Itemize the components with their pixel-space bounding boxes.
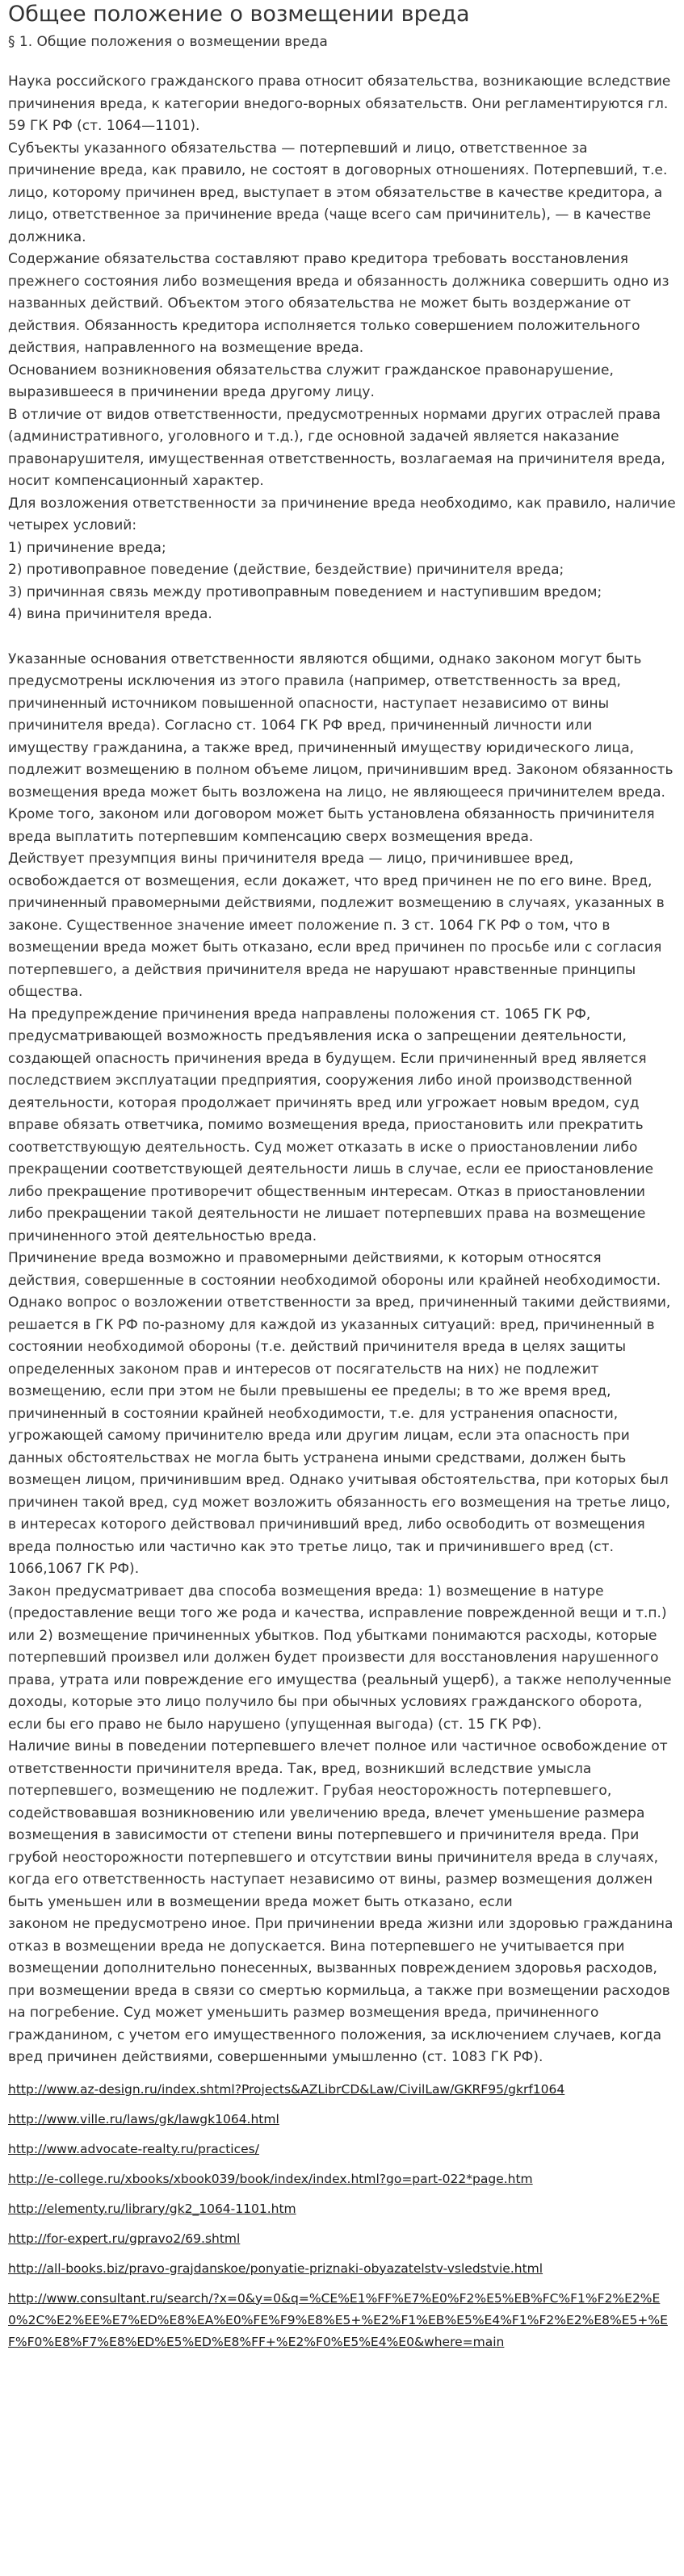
paragraph: В отличие от видов ответственности, предусмотренных нормами других отраслей права (административного, уголовного и т.д.), где основной задачей является наказание правонарушителя, имущественная ответственность, возлагаемая на причинителя вреда, носит компенсационный характер. xyxy=(8,406,665,489)
paragraph: Указанные основания ответственности являются общими, однако законом могут быть предусмотрены исключения из этого правила (например, ответственность за вред, причиненный источником повышенной опасности, наступает независимо от вины причинителя вреда). Согласно ст. 1064 ГК РФ вред, причиненный личности или имуществу гражданина, а также вред, причиненный имуществу юридического лица, подлежит возмещению в полном объеме лицом, причинившим вред. Законом обязанность возмещения вреда может быть возложена на лицо, не являющееся причинителем вреда. Кроме того, законом или договором может быть установлена обязанность причинителя вреда выплатить потерпевшим компенсацию сверх возмещения вреда. xyxy=(8,650,674,845)
paragraph: На предупреждение причинения вреда направлены положения ст. 1065 ГК РФ, предусматривающей возможность предъявления иска о запрещении деятельности, создающей опасность причинения вреда в будущем. Если причиненный вред является последствием эксплуатации предприятия, сооружения либо иной производственной деятельности, которая продолжает причинять вред или угрожает новым вредом, суд вправе обязать ответчика, помимо возмещения вреда, приостановить или прекратить соответствующую деятельность. Суд может отказать в иске о приостановлении либо прекращении соответствующей деятельности лишь в случае, если ее приостановление либо прекращение противоречит общественным интересам. Отказ в приостановлении либо прекращении такой деятельности не лишает потерпевших права на возмещение причиненного этой деятельностью вреда. xyxy=(8,1006,654,1244)
source-links xyxy=(8,2079,676,2353)
condition-item: 1) причинение вреда; xyxy=(8,539,166,556)
source-link[interactable]: http://www.advocate-realty.ru/practices/ xyxy=(8,2141,259,2156)
source-link[interactable]: http://all-books.biz/pravo-grajdanskoe/ponyatie-priznaki-obyazatelstv-vsledstvie.html xyxy=(8,2260,543,2276)
source-link[interactable]: http://www.ville.ru/laws/gk/lawgk1064.html xyxy=(8,2111,279,2126)
section-heading: § 1. Общие положения о возмещении вреда xyxy=(8,34,328,50)
page-title: Общее положение о возмещении вреда xyxy=(8,2,470,27)
paragraph: Действует презумпция вины причинителя вреда — лицо, причинившее вред, освобождается от возмещения, если докажет, что вред причинен не по его вине. Вред, причиненный правомерными действиями, подлежит возмещению в случаях, указанных в законе. Существенное значение имеет положение п. 3 ст. 1064 ГК РФ о том, что в возмещении вреда может быть отказано, если вред причинен по просьбе или с согласия потерпевшего, а действия причинителя вреда не нарушают нравственные принципы общества. xyxy=(8,851,665,1000)
paragraph: Причинение вреда возможно и правомерными действиями, к которым относятся действия, совершенные в состоянии необходимой обороны или крайней необходимости. Однако вопрос о возложении ответственности за вред, причиненный такими действиями, решается в ГК РФ по-разному для каждой из указанных ситуаций: вред, причиненный в состоянии необходимой обороны (т.е. действий причинителя вреда в целях защиты определенных законом прав и интересов от посягательств на них) не подлежит возмещению, если при этом не были превышены ее пределы; в то же время вред, причиненный в состоянии крайней необходимости, т.е. для устранения опасности, угрожающей самому причинителю вреда или другим лицам, если эта опасность при данных обстоятельствах не могла быть устранена иными средствами, должен быть возмещен лицом, причинившим вред. Однако учитывая обстоятельства, при которых был причинен такой вред, суд может возложить обязанность его возмещения на третье лицо, в интересах которого действовал причинивший вред, либо освободить от возмещения вреда полностью или частично как это третье лицо, так и причинившего вред (ст. 1066,1067 ГК РФ). xyxy=(8,1250,671,1577)
source-link[interactable]: http://e-college.ru/xbooks/xbook039/book/index/index.html?go=part-022*page.htm xyxy=(8,2171,533,2186)
condition-item: 2) противоправное поведение (действие, бездействие) причинителя вреда; xyxy=(8,562,564,578)
paragraph: Для возложения ответственности за причинение вреда необходимо, как правило, наличие четырех условий: xyxy=(8,495,676,533)
source-link[interactable]: http://elementy.ru/library/gk2_1064-1101.htm xyxy=(8,2201,296,2216)
paragraph: Основанием возникновения обязательства служит гражданское правонарушение, выразившееся в причинении вреда другому лицу. xyxy=(8,362,614,400)
paragraph: Наука российского гражданского права относит обязательства, возникающие вследствие причинения вреда, к категории внедого-ворных обязательств. Они регламентируются гл. 59 ГК РФ (ст. 1064—1101). xyxy=(8,73,671,134)
source-link[interactable]: http://www.consultant.ru/search/?x=0&y=0&q=%CE%E1%FF%E7%E0%F2%E5%EB%FC%F1%F2%E2%E0%2C%E2%EE%E7%ED%E8%EA%E0%FE%F9%E8%E5+%E2%F1%EB%E5%E4%F1%F2%E2%E8%E5+%EF%F0%E8%F7%E8%ED%E5%ED%E8%FF+%E2%F0%E5%E4%E0&where=main xyxy=(8,2290,668,2349)
source-link[interactable]: http://www.az-design.ru/index.shtml?Projects&AZLibrCD&Law/CivilLaw/GKRF95/gkrf1064 xyxy=(8,2081,565,2097)
paragraph: Закон предусматривает два способа возмещения вреда: 1) возмещение в натуре (предоставление вещи того же рода и качества, исправление поврежденной вещи и т.п.) или 2) возмещение причиненных убытков. Под убытками понимаются расходы, которые потерпевший произвел или должен будет произвести для восстановления нарушенного права, утрата или повреждение его имущества (реальный ущерб), а также неполученные доходы, которые это лицо получило бы при обычных условиях гражданского оборота, если бы его право не было нарушено (упущенная выгода) (ст. 15 ГК РФ). xyxy=(8,1583,672,1733)
paragraph: Наличие вины в поведении потерпевшего влечет полное или частичное освобождение от ответственности причинителя вреда. Так, вред, возникший вследствие умысла потерпевшего, возмещению не подлежит. Грубая неосторожность потерпевшего, содействовавшая возникновению или увеличению вреда, влечет уменьшение размера возмещения в зависимости от степени вины потерпевшего и причинителя вреда. При грубой неосторожности потерпевшего и отсутствии вины причинителя вреда в случаях, когда его ответственность наступает независимо от вины, размер возмещения должен быть уменьшен или в возмещении вреда может быть отказано, если законом не предусмотрено иное. При причинении вреда жизни или здоровью гражданина отказ в возмещении вреда не допускается. Вина потерпевшего не учитывается при возмещении дополнительно понесенных, вызванных повреждением здоровья расходов, при возмещении вреда в связи со смертью кормильца, а также при возмещении расходов на погребение. Суд может уменьшить размер возмещения вреда, причиненного гражданином, с учетом его имущественного положения, за исключением случаев, когда вред причинен действиями, совершенными умышленно (ст. 1083 ГК РФ). xyxy=(8,1738,674,2065)
condition-item: 3) причинная связь между противоправным поведением и наступившим вредом; xyxy=(8,583,602,600)
source-link[interactable]: http://for-expert.ru/gpravo2/69.shtml xyxy=(8,2231,241,2246)
paragraph: Содержание обязательства составляют право кредитора требовать восстановления прежнего состояния либо возмещения вреда и обязанность должника совершить одно из названных действий. Объектом этого обязательства не может быть воздержание от действия. Обязанность кредитора исполняется только совершением положительного действия, направленного на возмещение вреда. xyxy=(8,251,669,356)
condition-item: 4) вина причинителя вреда. xyxy=(8,606,212,622)
paragraph: Субъекты указанного обязательства — потерпевший и лицо, ответственное за причинение вреда, как правило, не состоят в договорных отношениях. Потерпевший, т.е. лицо, которому причинен вред, выступает в этом обязательстве в качестве кредитора, а лицо, ответственное за причинение вреда (чаще всего сам причинитель), — в качестве должника. xyxy=(8,140,668,245)
article-body xyxy=(8,71,676,2069)
